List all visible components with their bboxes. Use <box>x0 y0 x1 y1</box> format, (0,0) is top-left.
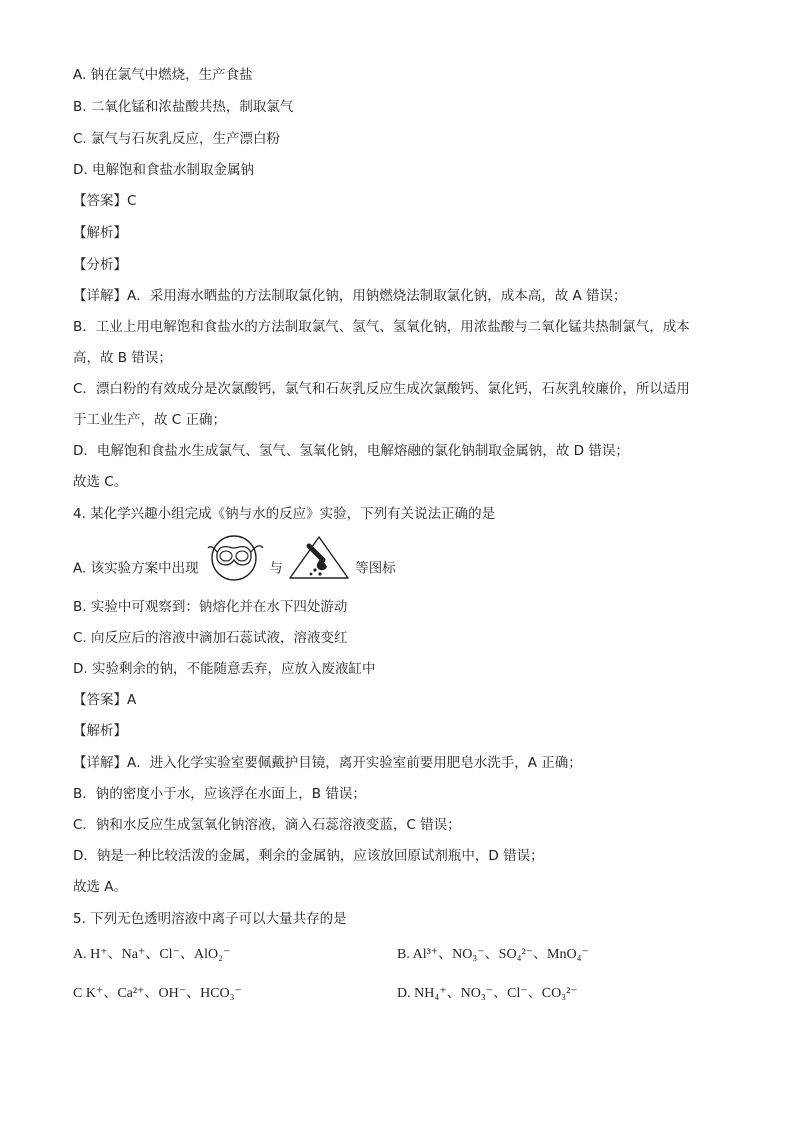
q4-option-a-mid: 与 <box>269 560 283 577</box>
q3-conclusion: 故选 C。 <box>73 474 128 490</box>
ion: Cl⁻ <box>507 986 528 1001</box>
ion: NO₃⁻ <box>452 947 485 962</box>
ion: AlO₂⁻ <box>193 947 231 962</box>
ion: MnO₄⁻ <box>547 947 589 962</box>
sep: 、 <box>533 947 548 962</box>
answer-value: C <box>127 193 137 209</box>
q4-analysis-tag: 【解析】 <box>73 723 127 739</box>
sep: 、 <box>527 986 542 1001</box>
ion: Na⁺ <box>121 947 146 962</box>
q5-option-b-label: B. <box>397 947 410 962</box>
q4-option-a <box>73 534 396 584</box>
sep: 、 <box>186 986 201 1001</box>
ion: H⁺ <box>90 947 108 962</box>
q5-option-c <box>73 985 242 1003</box>
ion: CO₃²⁻ <box>541 986 578 1001</box>
sep: 、 <box>493 986 508 1001</box>
ion: NO₃⁻ <box>460 986 494 1001</box>
q5-stem: 5. 下列无色透明溶液中离子可以大量共存的是 <box>73 911 347 927</box>
q5-option-d-label: D. <box>397 986 411 1001</box>
q3-detail-b1: B．工业上用电解饱和食盐水的方法制取氯气、氢气、氢氧化钠，用浓盐酸与二氧化锰共热制氯气，成本 <box>73 319 690 335</box>
q4-detail-b: B．钠的密度小于水，应该浮在水面上，B 错误； <box>73 786 366 802</box>
q4-option-a-pre: A. 该实验方案中出现 <box>73 560 199 577</box>
sep: 、 <box>446 986 461 1001</box>
hand-wash-icon <box>287 534 351 603</box>
q3-detail-a: 【详解】A．采用海水晒盐的方法制取氯化钠，用钠燃烧法制取氯化钠，成本高，故 A 错误； <box>73 288 627 304</box>
goggles-icon <box>203 534 265 603</box>
q4-detail-a: 【详解】A．进入化学实验室要佩戴护目镜，离开实验室前要用肥皂水洗手，A 正确； <box>73 755 582 771</box>
q5-option-c-label: C <box>73 986 83 1001</box>
sep: 、 <box>145 947 160 962</box>
ion: Al³⁺ <box>412 947 439 962</box>
sep: 、 <box>107 947 122 962</box>
q5-option-b <box>397 946 589 964</box>
ion: Cl⁻ <box>159 947 180 962</box>
q3-fenxi-tag: 【分析】 <box>73 257 127 273</box>
ion: Ca²⁺ <box>117 986 145 1001</box>
q3-detail-d: D．电解饱和食盐水生成氯气、氢气、氢氧化钠，电解熔融的氯化钠制取金属钠，故 D 错误； <box>73 443 629 459</box>
q3-option-b: B. 二氧化锰和浓盐酸共热，制取氯气 <box>73 99 294 115</box>
ion: NH₄⁺ <box>414 986 447 1001</box>
ion: OH⁻ <box>158 986 187 1001</box>
q4-stem: 4. 某化学兴趣小组完成《钠与水的反应》实验，下列有关说法正确的是 <box>73 506 496 522</box>
sep: 、 <box>144 986 159 1001</box>
ion: HCO₃⁻ <box>200 986 242 1001</box>
q5-option-d <box>397 985 578 1003</box>
q5-option-a <box>73 946 230 964</box>
q4-answer <box>73 691 136 709</box>
answer-tag: 【答案】 <box>73 692 127 708</box>
sep: 、 <box>179 947 194 962</box>
q4-option-c: C. 向反应后的溶液中滴加石蕊试液，溶液变红 <box>73 630 348 646</box>
q4-option-a-post: 等图标 <box>355 560 396 577</box>
sep: 、 <box>438 947 453 962</box>
q3-analysis-tag: 【解析】 <box>73 225 127 241</box>
q4-detail-d: D．钠是一种比较活泼的金属，剩余的金属钠，应该放回原试剂瓶中，D 错误； <box>73 848 544 864</box>
answer-value: A <box>127 692 137 708</box>
q3-option-a: A. 钠在氯气中燃烧，生产食盐 <box>73 67 253 83</box>
ion: SO₄²⁻ <box>498 947 534 962</box>
ion: K⁺ <box>85 986 104 1001</box>
q3-option-c: C. 氯气与石灰乳反应，生产漂白粉 <box>73 131 281 147</box>
sep: 、 <box>103 986 118 1001</box>
q4-detail-c: C．钠和水反应生成氢氧化钠溶液，滴入石蕊溶液变蓝，C 错误； <box>73 817 461 833</box>
answer-tag: 【答案】 <box>73 193 127 209</box>
sep: 、 <box>484 947 499 962</box>
q5-option-a-label: A. <box>73 947 87 962</box>
q4-option-d: D. 实验剩余的钠，不能随意丢弃，应放入废液缸中 <box>73 661 376 677</box>
q4-conclusion: 故选 A。 <box>73 879 128 895</box>
q3-detail-c2: 于工业生产，故 C 正确； <box>73 412 227 428</box>
q3-option-d: D. 电解饱和食盐水制取金属钠 <box>73 162 254 178</box>
q4-option-b: B. 实验中可观察到：钠熔化并在水下四处游动 <box>73 599 348 615</box>
q3-detail-c1: C．漂白粉的有效成分是次氯酸钙，氯气和石灰乳反应生成次氯酸钙、氯化钙，石灰乳较廉价，所以适用 <box>73 381 690 397</box>
q3-detail-b2: 高，故 B 错误； <box>73 350 172 366</box>
q3-answer <box>73 192 136 210</box>
